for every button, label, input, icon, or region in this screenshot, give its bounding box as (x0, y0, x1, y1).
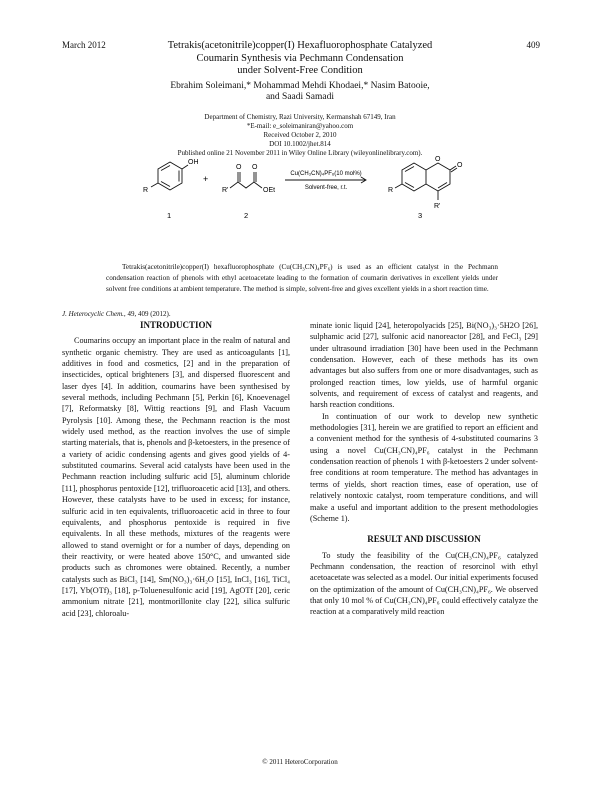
copyright-footer: © 2011 HeteroCorporation (262, 758, 338, 766)
introduction-paragraph-3: In continuation of our work to develop new synthetic methodologies [31], herein we are gratified to report an efficient and a convenient method for the synthesis of 4-substituted coumarins 3 using a novel Cu(CH₃CN)₄PF₆ catalyst in the Pechmann condensation reaction of phenols 1 with β-ketoesters 2 under solvent-free conditions at room temperature. The method has advantages in terms of yields, short reaction times, ease of operation, use of relatively nontoxic catalyst, room temperature conditions, and will make a useful and important addition to the present methodologies (Scheme 1). (310, 411, 538, 523)
article-title-line-1: Tetrakis(acetonitrile)copper(I) Hexafluorophosphate Catalyzed (167, 40, 433, 51)
compound-label-1: 1 (167, 211, 172, 220)
abstract-text: Tetrakis(acetonitrile)copper(I) hexafluorophosphate (Cu(CH₃CN)₄PF₆) is used as an efficient catalyst in the Pechmann condensation reaction of phenols with ethyl acetoacetate leading to the formation of coumarin derivatives in excellent yields under solvent free conditions at ambient temperature. The method is simple, solvent-free and gives excellent yields in a short reaction time. (106, 263, 498, 293)
page-number: 409 (526, 40, 540, 50)
conditions-solvent: Solvent-free, r.t. (304, 185, 348, 191)
citation-journal: J. Heterocyclic Chem., (62, 310, 126, 318)
doi: DOI 10.1002/jhet.814 (269, 140, 331, 149)
compound-label-3: 3 (418, 211, 423, 220)
email: *E-mail: e_soleimaniran@yahoo.com (246, 121, 354, 130)
reagent-oh-label: OH (188, 159, 199, 166)
received-date: Received October 2, 2010 (263, 130, 337, 139)
ester-r-label: R' (222, 187, 229, 194)
reaction-scheme (130, 148, 470, 253)
plus-sign: + (203, 174, 209, 184)
results-paragraph-1: To study the feasibility of the Cu(CH₃CN)₄PF₆ catalyzed Pechmann condensation, the reaction of resorcinol with ethyl acetoacetate was selected as a model. Our initial experiments focused on the optimization of the amount of Cu(CH₃CN)₄PF₆. We observed that only 10 mol % of Cu(CH₃CN)₄PF₆ could effectively catalyze the reaction at a comparatively mild reaction (310, 550, 538, 617)
product-r2-label: R' (434, 203, 441, 210)
affiliation: Department of Chemistry, Razi University, Kermanshah 67149, Iran (204, 112, 396, 121)
citation (62, 310, 171, 318)
article-title-line-2: Coumarin Synthesis via Pechmann Condensation (196, 52, 404, 64)
reaction-arrow (285, 177, 366, 183)
ester-ketone-o-label: O (236, 164, 242, 171)
column-left (62, 320, 290, 619)
author-list-line-1: Ebrahim Soleimani,* Mohammad Mehdi Khodaei,* Nasim Batooie, (170, 80, 430, 91)
reagent-r-label: R (143, 187, 149, 194)
citation-details: 49, 409 (2012). (127, 310, 171, 318)
results-heading: RESULT AND DISCUSSION (367, 534, 481, 545)
product-ring-o-label: O (435, 156, 441, 163)
publication-note: Published online 21 November 2011 in Wiley Online Library (wileyonlinelibrary.com). (177, 149, 423, 158)
column-right (310, 320, 538, 618)
journal-issue-date: March 2012 (62, 40, 106, 50)
product-r-label: R (388, 187, 394, 194)
introduction-paragraph-2: minate ionic liquid [24], heteropolyacids [25], Bi(NO₃)₃·5H2O [26], sulphamic acid [27], sulfonic acid nanoreactor [28], and FeCl₃ [29] under ultrasound irradiation [30] have been used in the Pechmann condensation. However, each of these methods has its own advantages but also suffers from one or more disadvantages, such as prolonged reaction times, low yields, use of harmful organic solvents, and requirement of excess of catalyst and reagents, and harsh reaction conditions. (310, 321, 538, 410)
article-title-line-3: under Solvent-Free Condition (237, 65, 363, 76)
coumarin-structure (395, 163, 457, 200)
product-carbonyl-o-label: O (457, 162, 463, 169)
ester-carbonyl-o-label: O (252, 164, 258, 171)
ketoester-structure (230, 172, 262, 188)
introduction-heading: INTRODUCTION (139, 320, 212, 330)
compound-label-2: 2 (244, 211, 249, 220)
author-list-line-2: and Saadi Samadi (265, 92, 335, 102)
introduction-paragraph-1: Coumarins occupy an important place in the realm of natural and synthetic organic chemistry. They are used as anticoagulants [1], additives in food and cosmetics, [2] and in the preparation of insecticides, optical brighteners [3], and dispersed fluorescent and laser dyes [4]. In addition, coumarins have been synthesised by several methods, including Pechmann [5], Perkin [6], Knoevenagel [7], Reformatsky [8], Wittig reactions [9], and Flash Vacuum Pyrolysis [10]. Among these, the Pechmann reaction is the most widely used method, as the reaction involves the use of simple starting materials, that is, phenols and β-ketoesters, in the presence of a variety of acidic condensing agents and gives good yields of 4-substituted coumarins. Several acid catalysts have been used in the Pechmann reaction including sulfuric acid [5], aluminum chloride [11], phosphorus pentoxide [12], trifluoroacetic acid [13], and others. However, these catalysts have to be used in excess; for instance, sulfuric acid in ten equivalents, trifluoroacetic acid in three to four equivalents, and phosphorus pentoxide is required in five equivalents. In all these methods, mixtures of the reagents were allowed to stand overnight or for a number of days, depending on their reactivity, or were heated above 150°C, and unwanted side products such as chromones were obtained. Recently, a number catalysts such as BiCl₃ [14], Sm(NO₃)₃·6H₂O [15], InCl₃ [16], TiCl₄ [17], Yb(OTf)₃ [18], p-Toluenesulfonic acid [19], AgOTf [20], ceric ammonium nitrate [21], montmorillonite clay [22], silica sulfuric acid [23], chloroalu- (62, 336, 290, 618)
ester-oet-label: OEt (263, 187, 276, 194)
section-spacer (310, 524, 538, 534)
article-header (140, 40, 460, 159)
phenol-structure (151, 162, 188, 190)
abstract (106, 262, 498, 294)
conditions-catalyst: Cu(CH₃CN)₄PF₆(10 mol%) (290, 171, 362, 177)
